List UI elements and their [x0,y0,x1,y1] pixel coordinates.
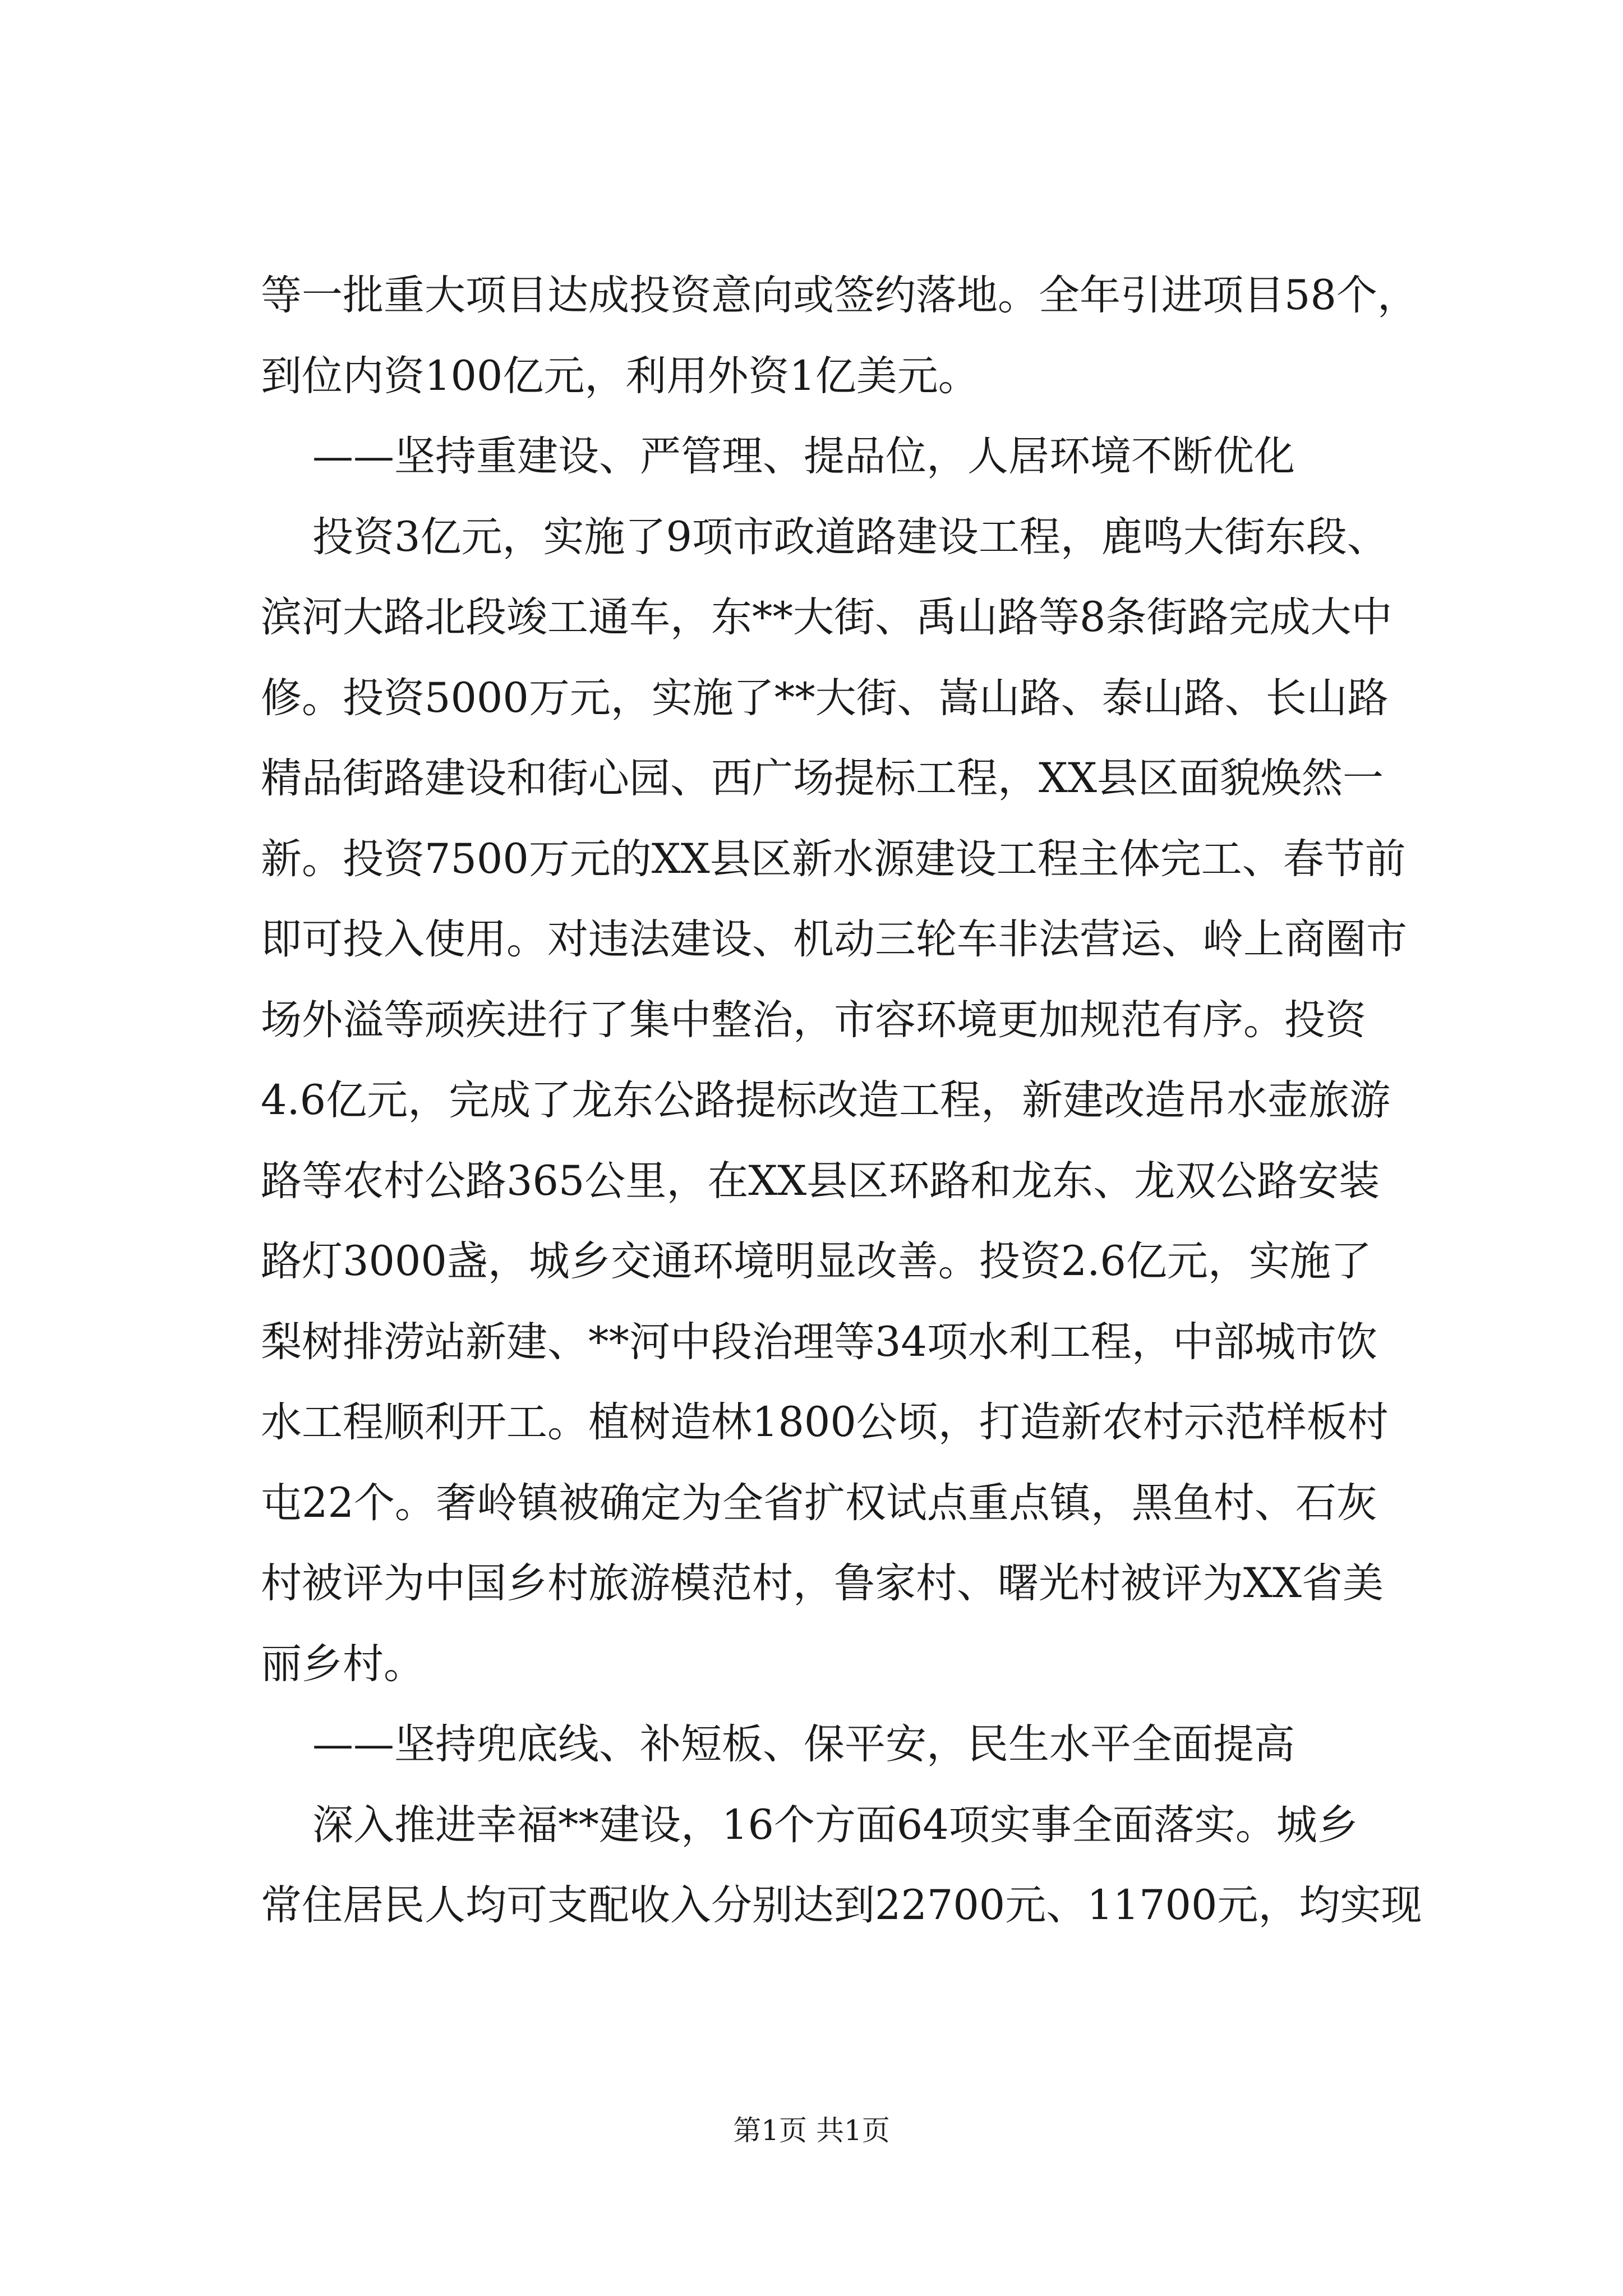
paragraph-line: 深入推进幸福**建设，16个方面64项实事全面落实。城乡 [312,1801,1358,1849]
paragraph-line: 丽乡村。 [261,1640,425,1688]
paragraph-line: 新。投资7500万元的XX县区新水源建设工程主体完工、春节前 [261,835,1406,883]
paragraph-line: 4.6亿元，完成了龙东公路提标改造工程，新建改造吊水壶旅游 [261,1076,1391,1124]
page-number-indicator: 第1页 共1页 [733,2114,890,2147]
section-heading-environment: ——坚持重建设、严管理、提品位，人居环境不断优化 [312,432,1295,480]
paragraph-line: 屯22个。奢岭镇被确定为全省扩权试点重点镇，黑鱼村、石灰 [261,1479,1377,1527]
paragraph-line: 常住居民人均可支配收入分别达到22700元、11700元，均实现 [261,1881,1422,1929]
paragraph-line: 水工程顺利开工。植树造林1800公顷，打造新农村示范样板村 [261,1398,1389,1446]
section-heading-livelihood: ——坚持兜底线、补短板、保平安，民生水平全面提高 [312,1720,1295,1768]
paragraph-line: 等一批重大项目达成投资意向或签约落地。全年引进项目58个， [261,272,1418,319]
paragraph-line: 修。投资5000万元，实施了**大街、嵩山路、泰山路、长山路 [261,674,1389,722]
paragraph-line: 到位内资100亿元，利用外资1亿美元。 [261,352,979,400]
paragraph-line: 场外溢等顽疾进行了集中整治，市容环境更加规范有序。投资 [261,996,1366,1044]
paragraph-line: 精品街路建设和街心园、西广场提标工程，XX县区面貌焕然一 [261,754,1384,802]
paragraph-line: 投资3亿元，实施了9项市政道路建设工程，鹿鸣大街东段、 [312,513,1388,561]
paragraph-line: 路等农村公路365公里，在XX县区环路和龙东、龙双公路安装 [261,1157,1380,1205]
body-text [261,255,1422,1946]
paragraph-line: 即可投入使用。对违法建设、机动三轮车非法营运、岭上商圈市 [261,915,1407,963]
paragraph-line: 梨树排涝站新建、**河中段治理等34项水利工程，中部城市饮 [261,1318,1377,1366]
page-footer [0,2114,1623,2147]
paragraph-line: 滨河大路北段竣工通车，东**大街、禹山路等8条街路完成大中 [261,593,1393,641]
paragraph-line: 路灯3000盏，城乡交通环境明显改善。投资2.6亿元，实施了 [261,1237,1372,1285]
paragraph-line: 村被评为中国乡村旅游模范村，鲁家村、曙光村被评为XX省美 [261,1559,1384,1607]
